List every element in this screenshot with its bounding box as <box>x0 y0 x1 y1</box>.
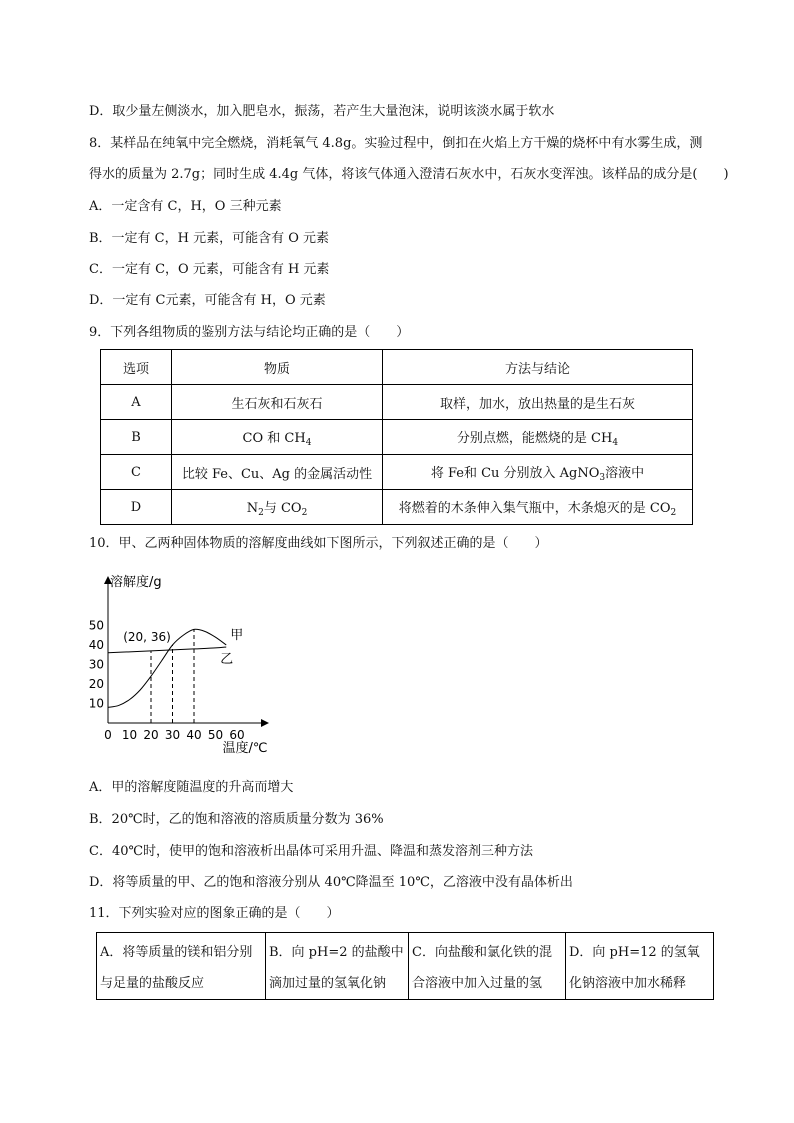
q9-stem: 9．下列各组物质的鉴别方法与结论均正确的是（ ） <box>89 325 410 340</box>
row-c-method-text-b: 溶液中 <box>605 465 645 481</box>
subscript: 2 <box>670 507 677 518</box>
subscript: 4 <box>612 437 619 448</box>
series-label-yi: 乙 <box>220 651 234 667</box>
q8-option-b: B．一定有 C，H 元素，可能含有 O 元素 <box>89 231 330 246</box>
q11-cell-c: C．向盐酸和氯化铁的混合溶液中加入过量的氢 <box>409 933 566 1000</box>
row-c-substance: 比较 Fe、Cu、Ag 的金属活动性 <box>172 455 383 490</box>
q8-option-d: D．一定有 C元素，可能含有 H，O 元素 <box>89 293 326 308</box>
x-axis-label: 温度/℃ <box>222 741 268 756</box>
y-axis-label: 溶解度/g <box>110 575 162 590</box>
table-row <box>101 455 693 490</box>
y-tick-label: 10 <box>88 696 104 711</box>
row-a-option: A <box>101 385 172 420</box>
q8-option-c: C．一定有 C，O 元素，可能含有 H 元素 <box>89 262 330 277</box>
row-b-substance-text: CO 和 CH <box>242 430 306 446</box>
y-tick-label: 50 <box>88 618 104 633</box>
series-label-jia: 甲 <box>230 628 244 643</box>
row-d-method <box>383 490 693 525</box>
row-a-method: 取样，加水，放出热量的是生石灰 <box>383 385 693 420</box>
table-row <box>101 385 693 420</box>
q8-stem-line2: 得水的质量为 2.7g；同时生成 4.4g 气体，将该气体通入澄清石灰水中，石灰水变浑浊。该样品的成分是( ) <box>89 167 729 182</box>
y-tick-label: 40 <box>88 638 104 652</box>
y-tick-label: 30 <box>88 657 104 672</box>
row-c-method <box>383 455 693 490</box>
row-b-method-text: 分别点燃，能燃烧的是 CH <box>456 430 613 446</box>
row-b-method <box>383 420 693 455</box>
row-d-substance <box>172 490 383 525</box>
x-tick-label: 20 <box>143 728 159 742</box>
q10-option-d: D．将等质量的甲、乙的饱和溶液分别从 40℃降温至 10℃，乙溶液中没有晶体析出 <box>89 875 573 890</box>
row-c-option: C <box>101 455 172 490</box>
table-header-option: 选项 <box>101 350 172 385</box>
row-d-option: D <box>101 490 172 525</box>
table-row <box>97 933 714 1000</box>
solubility-chart <box>88 570 348 760</box>
row-d-substance-text-b: 与 CO <box>263 500 302 516</box>
q11-stem: 11．下列实验对应的图象正确的是（ ） <box>89 906 340 921</box>
q10-option-c: C．40℃时，使甲的饱和溶液析出晶体可采用升温、降温和蒸发溶剂三种方法 <box>89 844 534 859</box>
row-a-substance: 生石灰和石灰石 <box>172 385 383 420</box>
table-row <box>101 490 693 525</box>
q11-cell-a: A．将等质量的镁和铝分别与足量的盐酸反应 <box>97 933 266 1000</box>
x-tick-label: 0 <box>104 728 112 742</box>
x-tick-label: 60 <box>229 728 245 742</box>
x-tick-label: 30 <box>164 728 181 742</box>
row-c-method-text: 将 Fe和 Cu 分别放入 AgNO <box>430 465 600 481</box>
table-header-method: 方法与结论 <box>383 350 693 385</box>
q7-option-d: D．取少量左侧淡水，加入肥皂水，振荡，若产生大量泡沫，说明该淡水属于软水 <box>89 104 555 119</box>
q10-option-a: A．甲的溶解度随温度的升高而增大 <box>89 780 294 795</box>
point-annotation: (20, 36) <box>123 629 171 644</box>
subscript: 3 <box>599 472 606 483</box>
table-header-substance: 物质 <box>172 350 383 385</box>
q11-cell-d: D．向 pH=12 的氢氧化钠溶液中加水稀释 <box>566 933 714 1000</box>
q8-option-a: A．一定含有 C，H，O 三种元素 <box>89 199 282 214</box>
row-d-substance-text: N <box>246 500 259 516</box>
q11-table <box>96 932 714 1000</box>
subscript: 4 <box>305 437 312 448</box>
subscript: 2 <box>301 507 308 518</box>
x-tick-label: 50 <box>207 728 224 742</box>
y-tick-label: 20 <box>88 677 104 691</box>
row-d-method-text: 将燃着的木条伸入集气瓶中，木条熄灭的是 CO <box>398 500 671 516</box>
q9-table <box>100 349 693 525</box>
q11-cell-b: B．向 pH=2 的盐酸中滴加过量的氢氧化钠 <box>266 933 409 1000</box>
x-tick-label: 10 <box>121 728 138 742</box>
table-header-row <box>101 350 693 385</box>
q8-stem-line1: 8．某样品在纯氧中完全燃烧，消耗氧气 4.8g。实验过程中，倒扣在火焰上方干燥的烧杯中有水雾生成，测 <box>89 136 703 151</box>
x-tick-label: 40 <box>186 728 202 742</box>
row-b-option: B <box>101 420 172 455</box>
row-b-substance <box>172 420 383 455</box>
q10-stem: 10．甲、乙两种固体物质的溶解度曲线如下图所示，下列叙述正确的是（ ） <box>89 536 548 551</box>
subscript: 2 <box>258 507 264 518</box>
table-row <box>101 420 693 455</box>
q10-option-b: B．20℃时，乙的饱和溶液的溶质质量分数为 36% <box>89 812 384 827</box>
